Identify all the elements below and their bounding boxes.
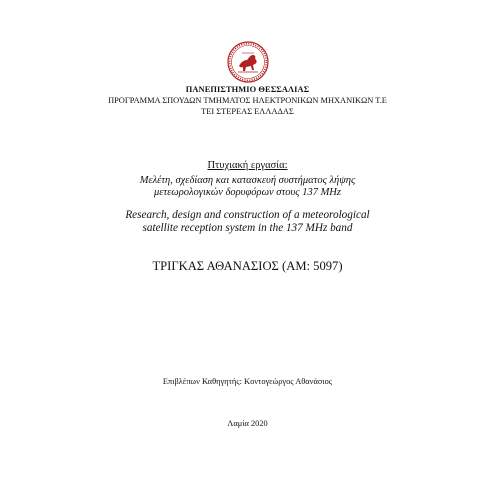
institute-name: ΤΕΙ ΣΤΕΡΕΑΣ ΕΛΛΑΔΑΣ [201,107,294,116]
supervisor-line: Επιβλέπων Καθηγητής: Κοντογεώργος Αθανάσιος [162,377,333,386]
thesis-label: Πτυχιακή εργασία: [207,160,288,171]
university-seal-icon [226,40,270,84]
place-date: Λαμία 2020 [227,419,268,428]
title-english-line-1: Research, design and construction of a meteorological [125,209,370,221]
title-english-line-2: satellite reception system in the 137 MHz band [142,222,353,234]
title-greek-line-2: μετεωρολογικών δορυφόρων στους 137 MHz [154,187,341,198]
author-name: ΤΡΙΓΚΑΣ ΑΘΑΝΑΣΙΟΣ (ΑΜ: 5097) [152,259,343,273]
title-greek-line-1: Μελέτη, σχεδίαση και κατασκευή συστήματος λήψης [139,175,356,186]
university-name: ΠΑΝΕΠΙΣΤΗΜΙΟ ΘΕΣΣΑΛΙΑΣ [185,85,310,94]
program-name: ΠΡΟΓΡΑΜΜΑ ΣΠΟΥΔΩΝ ΤΜΗΜΑΤΟΣ ΗΛΕΚΤΡΟΝΙΚΩΝ ΜΗΧΑΝΙΚΩΝ Τ.Ε [108,96,387,105]
